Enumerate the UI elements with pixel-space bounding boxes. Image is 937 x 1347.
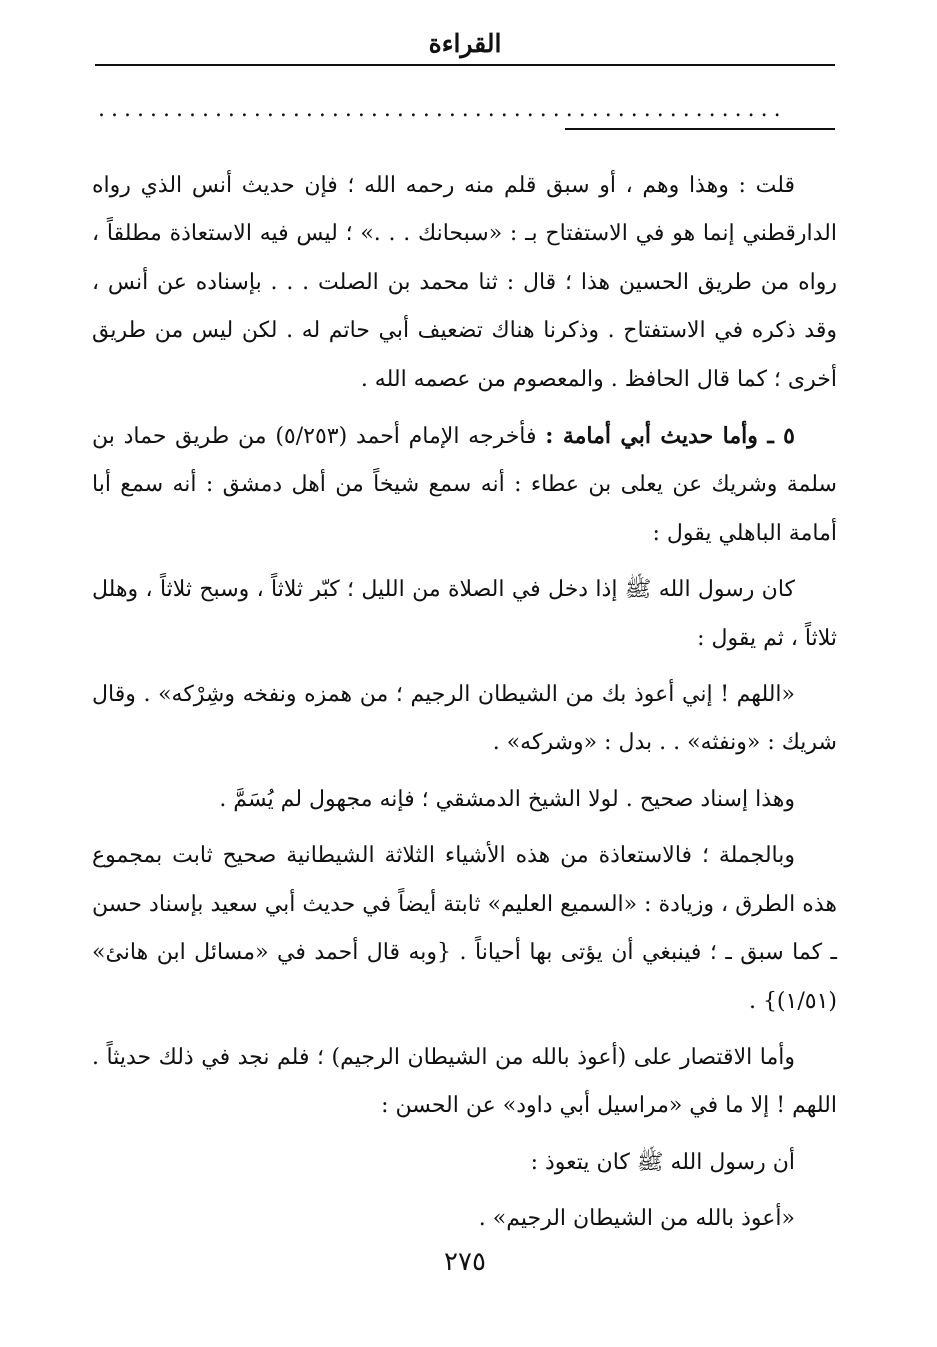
dotted-separator: ..................................................... bbox=[98, 100, 787, 120]
paragraph: «أعوذ بالله من الشيطان الرجيم» . bbox=[478, 1206, 795, 1232]
body-text bbox=[92, 162, 837, 1252]
footnote-rule bbox=[565, 128, 835, 130]
paragraph-text: فأخرجه الإمام أحمد (٥/٢٥٣) من طريق حماد بن سلمة وشريك عن يعلى بن عطاء : أنه سمع شيخاً من أهل دمشق : أنه سمع أبا أمامة الباهلي يقول : bbox=[92, 424, 837, 546]
paragraph: وبالجملة ؛ فالاستعاذة من هذه الأشياء الثلاثة الشيطانية صحيح ثابت بمجموع هذه الطرق ، وزيادة : «السميع العليم» ثابتة أيضاً في حديث أبي سعيد بإسناد حسن ـ كما سبق ـ ؛ فينبغي أن يؤتى بها أحياناً . {وبه قال أحمد في «مسائل ابن هانئ» (١/٥١)} . bbox=[92, 843, 837, 1014]
header-rule bbox=[95, 64, 835, 66]
paragraph: وهذا إسناد صحيح . لولا الشيخ الدمشقي ؛ فإنه مجهول لم يُسَمَّ . bbox=[219, 786, 795, 812]
paragraph bbox=[92, 412, 837, 558]
section-lead: ٥ ـ وأما حديث أبي أمامة : bbox=[545, 423, 795, 450]
page-title: القراءة bbox=[428, 29, 502, 58]
paragraph: «اللهم ! إني أعوذ بك من الشيطان الرجيم ؛ من همزه ونفخه وشِرْكه» . وقال شريك : «ونفثه» . . بدل : «وشركه» . bbox=[92, 682, 837, 756]
page-number: ٢٧٥ bbox=[444, 1247, 486, 1277]
paragraph: أن رسول الله ﷺ كان يتعوذ : bbox=[530, 1149, 795, 1175]
paragraph: قلت : وهذا وهم ، أو سبق قلم منه رحمه الله ؛ فإن حديث أنس الذي رواه الدارقطني إنما هو في الاستفتاح بـ : «سبحانك . . .» ؛ ليس فيه الاستعاذة مطلقاً ، رواه من طريق الحسين هذا ؛ قال : ثنا محمد بن الصلت . . . بإسناده عن أنس ، وقد ذكره في الاستفتاح . وذكرنا هناك تضعيف أبي حاتم له . لكن ليس من طريق أخرى ؛ كما قال الحافظ . والمعصوم من عصمه الله . bbox=[92, 173, 837, 392]
paragraph: كان رسول الله ﷺ إذا دخل في الصلاة من الليل ؛ كبّر ثلاثاً ، وسبح ثلاثاً ، وهلل ثلاثاً ، ثم يقول : bbox=[92, 577, 837, 651]
paragraph: وأما الاقتصار على (أعوذ بالله من الشيطان الرجيم) ؛ فلم نجد في ذلك حديثاً . اللهم ! إلا ما في «مراسيل أبي داود» عن الحسن : bbox=[92, 1044, 837, 1119]
